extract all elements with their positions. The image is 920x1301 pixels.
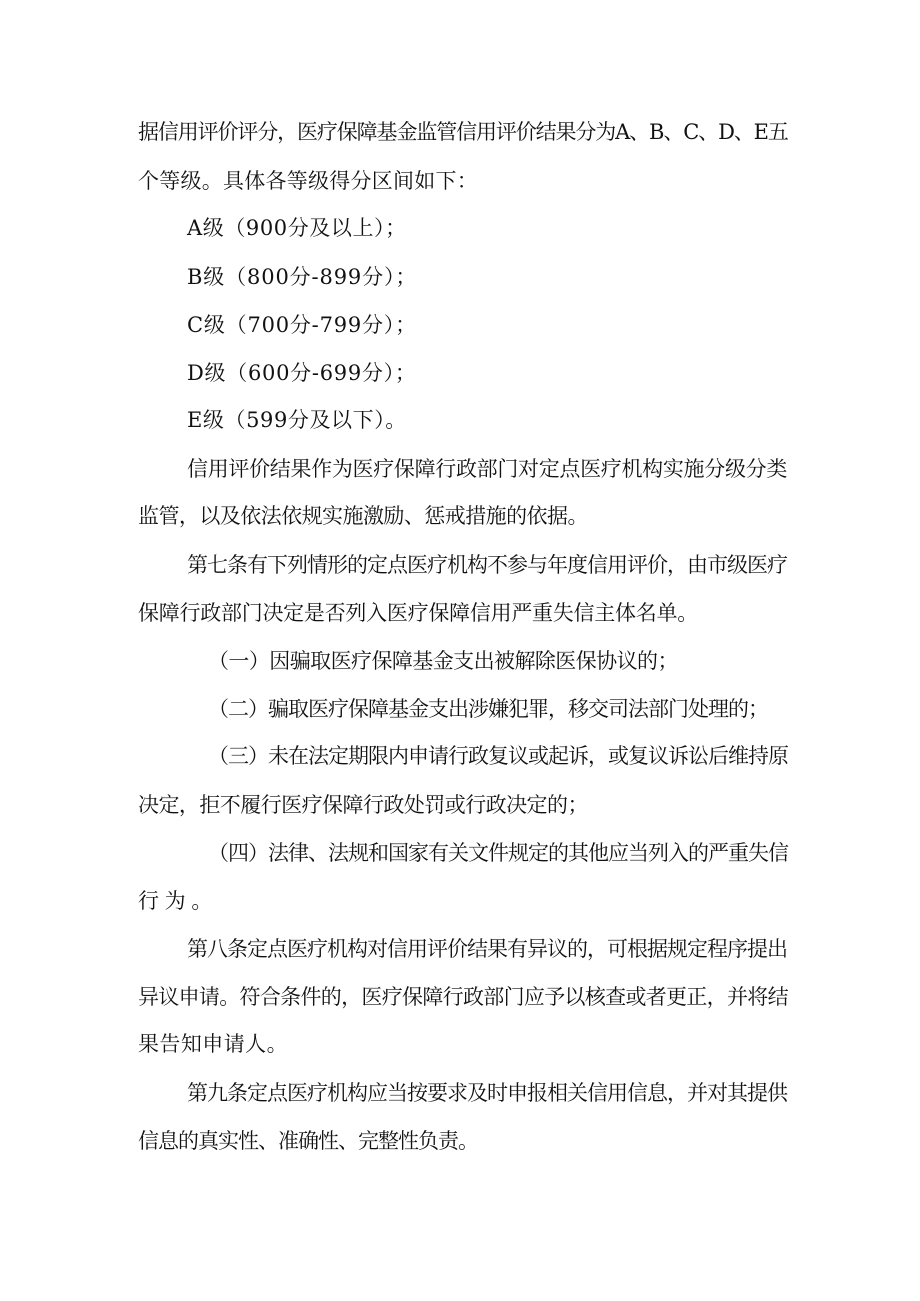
- text-line: 个等级。具体各等级得分区间如下：: [138, 169, 478, 193]
- text-line: （一）因骗取医疗保障基金支出被解除医保协议的；: [208, 649, 678, 673]
- text-line: 行为。: [138, 889, 219, 913]
- text-line: 第九条定点医疗机构应当按要求及时申报相关信用信息，并对其提供: [187, 1081, 787, 1105]
- text-line: （二）骗取医疗保障基金支出涉嫌犯罪，移交司法部门处理的；: [208, 697, 768, 721]
- text-line: 信用评价结果作为医疗保障行政部门对定点医疗机构实施分级分类: [187, 457, 788, 481]
- text-line: （四）法律、法规和国家有关文件规定的其他应当列入的严重失信: [208, 841, 788, 865]
- text-line: 决定，拒不履行医疗保障行政处罚或行政决定的；: [138, 793, 588, 817]
- text-line: 第七条有下列情形的定点医疗机构不参与年度信用评价，由市级医疗: [187, 553, 787, 577]
- text-line: 果告知申请人。: [138, 1032, 289, 1056]
- text-line: 第八条定点医疗机构对信用评价结果有异议的，可根据规定程序提出: [187, 937, 787, 961]
- text-line: A级（900分及以上）；: [187, 216, 407, 240]
- text-line: （三）未在法定期限内申请行政复议或起诉，或复议诉讼后维持原: [208, 744, 788, 768]
- text-line: 监管，以及依法依规实施激励、惩戒措施的依据。: [138, 504, 588, 528]
- text-line: C级（700分-799分）；: [187, 313, 417, 337]
- text-line: 信息的真实性、准确性、完整性负责。: [138, 1129, 478, 1153]
- text-line: B级（800分-899分）；: [187, 265, 418, 289]
- text-line: 保障行政部门决定是否列入医疗保障信用严重失信主体名单。: [138, 601, 698, 625]
- text-line: D级（600分-699分）；: [187, 361, 417, 385]
- text-line: 异议申请。符合条件的，医疗保障行政部门应予以核查或者更正，并将结: [138, 985, 788, 1009]
- text-line: 据信用评价评分，医疗保障基金监管信用评价结果分为A、B、C、D、E五: [138, 120, 788, 144]
- text-line: E级（599分及以下）。: [187, 408, 407, 432]
